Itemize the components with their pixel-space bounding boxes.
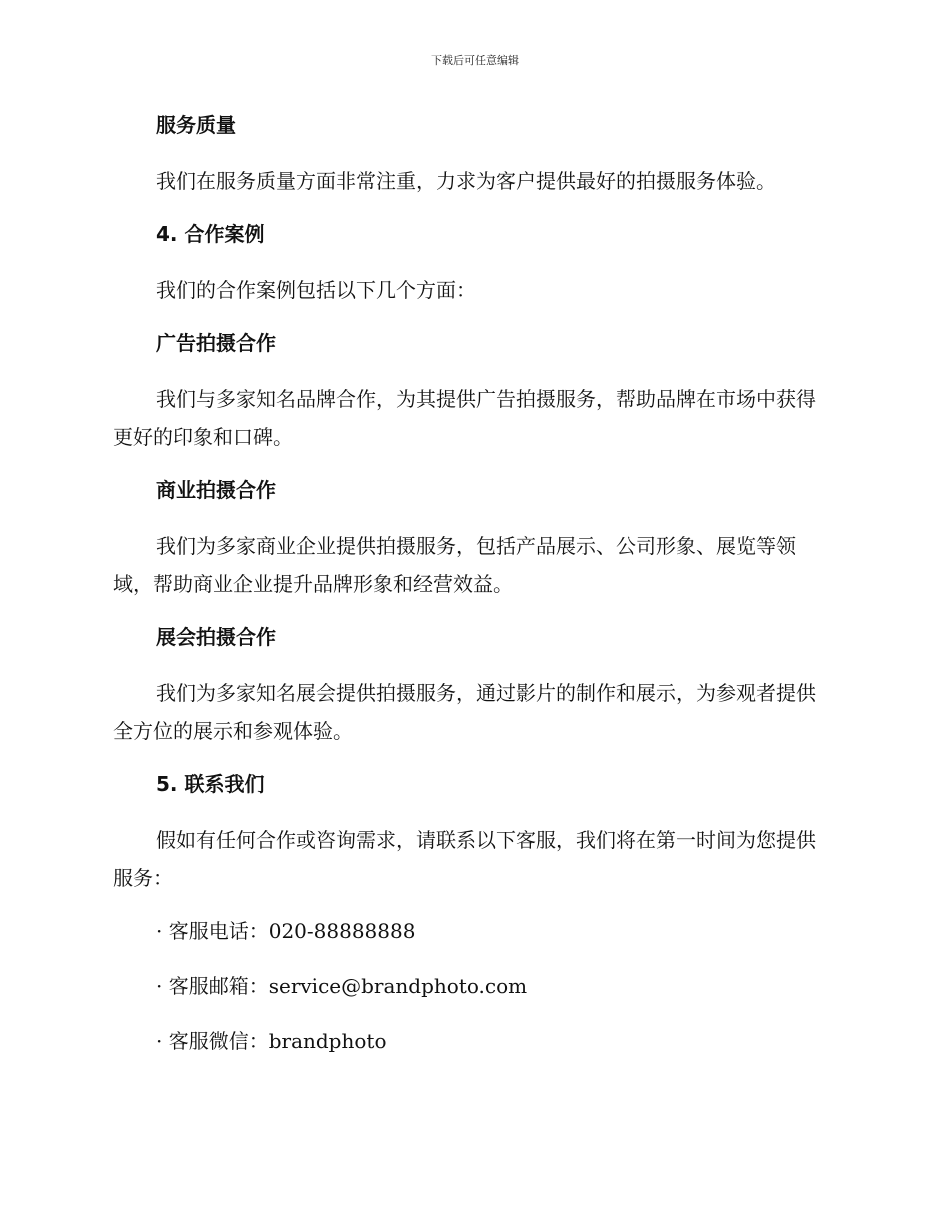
heading-cooperation-cases: 4. 合作案例 (156, 222, 265, 246)
heading-exhibition-shooting: 展会拍摄合作 (156, 625, 276, 649)
contact-phone: · 客服电话：020-88888888 (156, 919, 416, 943)
document-body (113, 108, 833, 1079)
paragraph-commercial-shooting: 我们为多家商业企业提供拍摄服务，包括产品展示、公司形象、展览等领域，帮助商业企业提升品牌形象和经营效益。 (113, 534, 796, 596)
paragraph-cooperation-cases: 我们的合作案例包括以下几个方面： (156, 278, 476, 302)
paragraph-contact-us: 假如有任何合作或咨询需求，请联系以下客服，我们将在第一时间为您提供服务： (113, 828, 816, 890)
contact-wechat: · 客服微信：brandphoto (156, 1029, 387, 1053)
heading-commercial-shooting: 商业拍摄合作 (156, 478, 276, 502)
page-header-note: 下载后可任意编辑 (431, 54, 519, 67)
heading-service-quality: 服务质量 (156, 113, 236, 137)
paragraph-service-quality: 我们在服务质量方面非常注重，力求为客户提供最好的拍摄服务体验。 (156, 169, 776, 193)
paragraph-ad-shooting: 我们与多家知名品牌合作，为其提供广告拍摄服务，帮助品牌在市场中获得更好的印象和口碑。 (113, 387, 816, 449)
heading-contact-us: 5. 联系我们 (156, 772, 265, 796)
contact-email: · 客服邮箱：service@brandphoto.com (156, 974, 528, 998)
paragraph-exhibition-shooting: 我们为多家知名展会提供拍摄服务，通过影片的制作和展示，为参观者提供全方位的展示和参观体验。 (113, 681, 816, 743)
heading-ad-shooting: 广告拍摄合作 (156, 331, 276, 355)
